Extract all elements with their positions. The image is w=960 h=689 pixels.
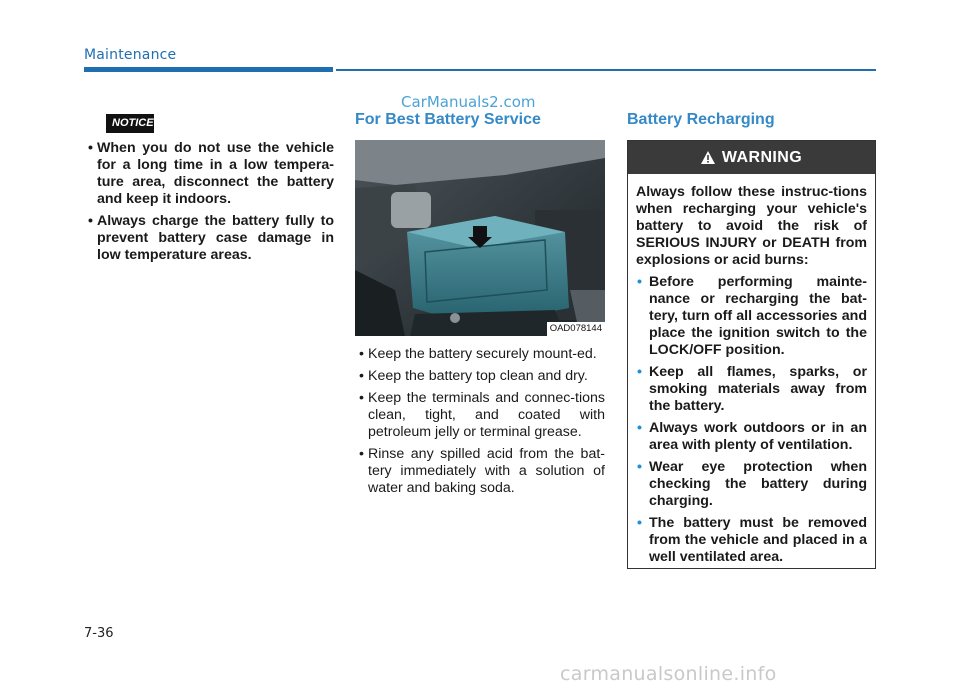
warning-triangle-icon [701, 151, 715, 164]
warning-body [628, 174, 875, 566]
best-service-list [355, 346, 605, 497]
watermark-text: CarManuals2.com [401, 93, 536, 111]
warning-intro: Always follow these instruc-tions when recharging your vehicle's battery to avoid the risk of SERIOUS INJURY or DEATH from explosions or acid burns: [636, 184, 867, 268]
best-service-item: • Keep the terminals and connec-tions clean, tight, and coated with petroleum jelly or terminal grease. [359, 390, 605, 440]
page-number: 7-36 [84, 626, 114, 641]
bullet-icon: • [359, 368, 364, 384]
best-service-item: • Keep the battery top clean and dry. [359, 368, 588, 384]
bullet-icon: • [637, 420, 642, 436]
recharging-heading: Battery Recharging [627, 111, 775, 128]
warning-item: • The battery must be removed from the vehicle and placed in a well ventilated area. [637, 515, 867, 565]
warning-item: • Always work outdoors or in an area with plenty of ventilation. [637, 420, 867, 453]
bullet-icon: • [359, 346, 364, 362]
best-service-item: • Rinse any spilled acid from the bat-tery immediately with a solution of water and baking soda. [359, 446, 605, 496]
header-rule-thin [336, 69, 876, 71]
battery-engine-illustration [355, 140, 605, 336]
warning-header [628, 141, 875, 174]
bullet-icon: • [637, 274, 642, 290]
warning-item: • Before performing mainte-nance or recharging the bat-tery, turn off all accessories and place the ignition switch to the LOCK/OFF position. [637, 274, 867, 358]
battery-photo [355, 140, 605, 336]
best-service-content [355, 346, 605, 502]
warning-item: • Keep all flames, sparks, or smoking materials away from the battery. [637, 364, 867, 414]
notice-badge: NOTICE [106, 114, 154, 133]
warning-list [636, 274, 867, 566]
section-title: Maintenance [84, 47, 177, 63]
notice-item: • Always charge the battery fully to prevent battery case damage in low temperature areas. [88, 213, 334, 263]
image-code-label: OAD078144 [547, 322, 605, 336]
header-rule-thick [84, 67, 333, 72]
footer-watermark: carmanualsonline.info [560, 663, 777, 685]
warning-title: WARNING [721, 148, 803, 166]
notice-content [84, 140, 334, 269]
notice-list [84, 140, 334, 264]
warning-box [627, 140, 876, 569]
bullet-icon: • [88, 140, 93, 156]
bullet-icon: • [359, 446, 364, 462]
warning-item: • Wear eye protection when checking the battery during charging. [637, 459, 867, 509]
bullet-icon: • [359, 390, 364, 406]
bullet-icon: • [637, 459, 642, 475]
notice-item: • When you do not use the vehicle for a long time in a low tempera-ture area, disconnect the battery and keep it indoors. [88, 140, 334, 207]
best-service-heading: For Best Battery Service [355, 111, 541, 128]
bullet-icon: • [88, 213, 93, 229]
bullet-icon: • [637, 515, 642, 531]
best-service-item: • Keep the battery securely mount-ed. [359, 346, 597, 362]
bullet-icon: • [637, 364, 642, 380]
